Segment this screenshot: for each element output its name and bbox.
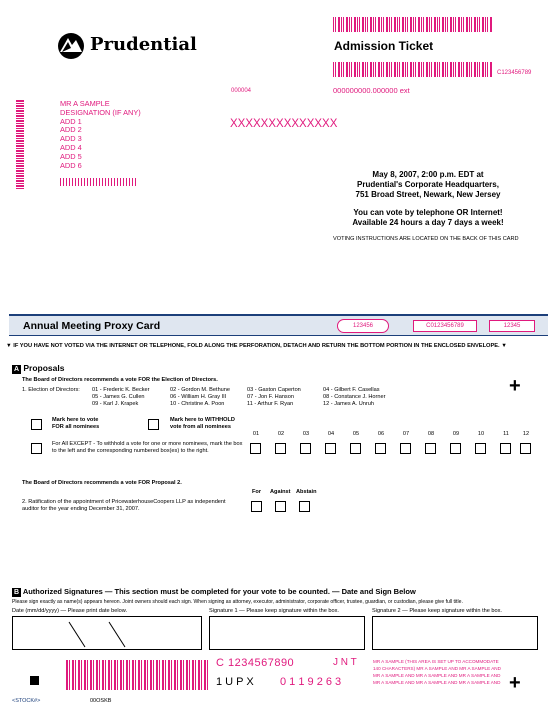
nominee-number: 11 bbox=[503, 431, 509, 437]
recommendation-1: The Board of Directors recommends a vote FOR the Election of Directors. bbox=[22, 377, 218, 383]
director-name: 03 - Gaston Caperton bbox=[247, 387, 301, 393]
voting-instructions: VOTING INSTRUCTIONS ARE LOCATED ON THE BACK OF THIS CARD bbox=[333, 236, 519, 242]
nominee-checkbox[interactable] bbox=[500, 443, 511, 454]
nominee-col-07 bbox=[399, 431, 413, 437]
nominee-number: 09 bbox=[452, 431, 460, 437]
nominee-col-11 bbox=[499, 431, 513, 437]
col-for: For bbox=[252, 489, 262, 495]
proposals-heading bbox=[12, 363, 64, 374]
nominee-checkbox[interactable] bbox=[475, 443, 486, 454]
director-name: 08 - Constance J. Horner bbox=[323, 394, 386, 400]
vote-for-all-line1: Mark here to vote bbox=[52, 417, 99, 423]
address-line: ADD 1 bbox=[60, 116, 82, 126]
detach-notice bbox=[6, 343, 546, 349]
director-column bbox=[170, 387, 230, 408]
proposal-2-text: 2. Ratification of the appointment of PricewaterhouseCoopers LLP as independent auditor for the year ending December 31, 2007. bbox=[22, 499, 226, 512]
proxy-code: C0123456789 bbox=[413, 320, 477, 332]
nominee-col-05 bbox=[349, 431, 363, 437]
date-slash-separators bbox=[13, 617, 203, 651]
plus-mark-icon: + bbox=[509, 375, 521, 397]
director-name: 06 - William H. Gray III bbox=[170, 394, 227, 400]
meeting-line-1: May 8, 2007, 2:00 p.m. EDT at bbox=[372, 170, 484, 179]
vote-for-all-label bbox=[52, 417, 99, 431]
brand-name: Prudential bbox=[90, 34, 197, 55]
director-name: 01 - Frederic K. Becker bbox=[92, 387, 150, 393]
for-all-except-checkbox[interactable] bbox=[31, 443, 42, 454]
director-column bbox=[323, 387, 386, 408]
stock-code: 00OSKB bbox=[90, 698, 112, 704]
nominee-checkbox[interactable] bbox=[325, 443, 336, 454]
admission-ticket-title: Admission Ticket bbox=[334, 39, 434, 53]
proxy-box: 12345 bbox=[489, 320, 535, 332]
address-line: ADD 4 bbox=[60, 142, 82, 152]
nominee-col-10 bbox=[474, 431, 488, 437]
meeting-info bbox=[318, 170, 538, 228]
director-name: 04 - Gilbert F. Casellas bbox=[323, 387, 380, 393]
ticket-code: C123456789 bbox=[497, 70, 532, 76]
withhold-all-label bbox=[170, 417, 235, 431]
address-line: ADD 5 bbox=[60, 151, 82, 161]
director-name: 12 - James A. Unruh bbox=[323, 401, 374, 407]
footer-upx: 1 U P X bbox=[216, 676, 254, 688]
address-line: MR A SAMPLE bbox=[60, 99, 110, 108]
nominee-checkbox[interactable] bbox=[300, 443, 311, 454]
director-column bbox=[247, 387, 301, 408]
director-name: 10 - Christine A. Poon bbox=[170, 401, 225, 407]
proxy-title: Annual Meeting Proxy Card bbox=[23, 320, 161, 332]
meeting-line-2: Prudential's Corporate Headquarters, bbox=[357, 180, 499, 189]
rock-logo-icon bbox=[56, 32, 86, 60]
nominee-col-04 bbox=[324, 431, 338, 437]
proposals-title: Proposals bbox=[23, 363, 65, 373]
date-label: Date (mm/dd/yyyy) — Please print date below. bbox=[12, 608, 128, 614]
director-name: 09 - Karl J. Krapek bbox=[92, 401, 139, 407]
withhold-all-checkbox[interactable] bbox=[148, 419, 159, 430]
signature-1-box[interactable] bbox=[209, 616, 365, 650]
vote-line-1: You can vote by telephone OR Internet! bbox=[353, 208, 503, 217]
address-block bbox=[60, 100, 141, 170]
address-line: DESIGNATION (IF ANY) bbox=[60, 107, 141, 117]
proxy-oval: 123456 bbox=[337, 319, 389, 333]
section-a-badge: A bbox=[13, 366, 20, 373]
director-name: 07 - Jon F. Hanson bbox=[247, 394, 294, 400]
election-label: 1. Election of Directors: bbox=[22, 387, 80, 393]
footer-number: 0 1 1 9 2 6 3 bbox=[280, 676, 342, 688]
footer-barcode bbox=[66, 660, 208, 690]
recommendation-2: The Board of Directors recommends a vote FOR Proposal 2. bbox=[22, 480, 182, 486]
footer-jnt: J N T bbox=[333, 657, 357, 668]
nominee-number: 04 bbox=[327, 431, 335, 437]
nominee-checkbox[interactable] bbox=[425, 443, 436, 454]
signatures-heading bbox=[12, 587, 416, 597]
small-code: 000004 bbox=[231, 88, 252, 94]
signature-instructions: Please sign exactly as name(s) appears hereon. Joint owners should each sign. When signing as attorney, executor, administrator, corporate officer, trustee, guardian, or custodian, please give full title. bbox=[12, 599, 463, 605]
prudential-logo bbox=[56, 30, 206, 64]
signature-2-box[interactable] bbox=[372, 616, 538, 650]
nominee-col-09 bbox=[449, 431, 463, 437]
ticket-barcode-bottom bbox=[333, 62, 493, 77]
postal-barcode bbox=[60, 178, 136, 186]
nominee-checkbox[interactable] bbox=[275, 443, 286, 454]
nominee-number: 12 bbox=[522, 431, 530, 437]
proxy-header-bar bbox=[9, 314, 548, 336]
nominee-col-03 bbox=[299, 431, 313, 437]
vote-line-2: Available 24 hours a day 7 days a week! bbox=[352, 218, 504, 227]
col-abstain: Abstain bbox=[296, 489, 317, 495]
side-barcode bbox=[16, 99, 24, 189]
nominee-checkbox[interactable] bbox=[520, 443, 531, 454]
nominee-number: 01 bbox=[252, 431, 260, 437]
withhold-line2: vote from all nominees bbox=[170, 424, 231, 430]
nominee-col-12 bbox=[519, 431, 533, 437]
nominee-number: 08 bbox=[427, 431, 435, 437]
nominee-checkbox[interactable] bbox=[250, 443, 261, 454]
section-b-badge: B bbox=[13, 589, 20, 596]
placeholder-id: XXXXXXXXXXXXXX bbox=[230, 118, 338, 130]
address-line: ADD 2 bbox=[60, 125, 82, 135]
vote-for-all-checkbox[interactable] bbox=[31, 419, 42, 430]
nominee-checkbox[interactable] bbox=[375, 443, 386, 454]
nominee-number: 07 bbox=[402, 431, 410, 437]
proposal-2-abstain-checkbox[interactable] bbox=[299, 501, 310, 512]
nominee-checkbox[interactable] bbox=[450, 443, 461, 454]
triangle-down-icon: ▼ bbox=[6, 343, 12, 349]
nominee-number: 06 bbox=[377, 431, 385, 437]
registration-square bbox=[30, 676, 39, 685]
nominee-col-06 bbox=[374, 431, 388, 437]
nominee-number: 02 bbox=[277, 431, 285, 437]
stock-label: <STOCK#> bbox=[12, 698, 41, 704]
proposal-2-for-checkbox[interactable] bbox=[251, 501, 262, 512]
col-against: Against bbox=[270, 489, 291, 495]
director-name: 11 - Arthur F. Ryan bbox=[247, 401, 294, 407]
vote-for-all-line2: FOR all nominees bbox=[52, 424, 100, 430]
ticket-barcode-top bbox=[333, 17, 493, 32]
nominee-number-row bbox=[249, 431, 533, 461]
footer-sample-text: MR A SAMPLE (THIS AREA IS SET UP TO ACCOMMODATE 140 CHARACTERS) MR A SAMPLE AND MR A SAMPLE AND MR A SAMPLE AND MR A SAMPLE AND MR A SAMPLE AND MR A SAMPLE AND MR A SAMPLE AND MR A SAMPLE AND bbox=[373, 659, 501, 685]
signatures-title: Authorized Signatures — This section must be completed for your vote to be counted. — Date and Sign Below bbox=[22, 587, 416, 596]
plus-mark-icon: + bbox=[509, 672, 521, 694]
address-line: ADD 3 bbox=[60, 134, 82, 144]
footer-code: C 1234567890 bbox=[216, 657, 295, 669]
withhold-line1: Mark here to WITHHOLD bbox=[170, 417, 235, 423]
nominee-col-01 bbox=[249, 431, 263, 437]
nominee-col-02 bbox=[274, 431, 288, 437]
director-column bbox=[92, 387, 150, 408]
nominee-number: 05 bbox=[352, 431, 360, 437]
nominee-number: 03 bbox=[302, 431, 310, 437]
meeting-line-3: 751 Broad Street, Newark, New Jersey bbox=[355, 190, 501, 199]
address-line: ADD 6 bbox=[60, 160, 82, 170]
for-all-except-label: For All EXCEPT - To withhold a vote for one or more nominees, mark the box to the left and the corresponding numbered box(es) to the right. bbox=[52, 441, 243, 454]
nominee-col-08 bbox=[424, 431, 438, 437]
date-input-box[interactable] bbox=[12, 616, 202, 650]
nominee-checkbox[interactable] bbox=[350, 443, 361, 454]
nominee-number: 10 bbox=[477, 431, 485, 437]
signature-2-label: Signature 2 — Please keep signature within the box. bbox=[372, 608, 502, 614]
triangle-down-icon: ▼ bbox=[501, 343, 507, 349]
signature-1-label: Signature 1 — Please keep signature within the box. bbox=[209, 608, 339, 614]
detach-notice-text: IF YOU HAVE NOT VOTED VIA THE INTERNET OR TELEPHONE, FOLD ALONG THE PERFORATION, DETACH AND RETURN THE BOTTOM PORTION IN THE ENCLOSED ENVELOPE. bbox=[13, 343, 500, 349]
director-name: 05 - James G. Cullen bbox=[92, 394, 145, 400]
proposal-2-against-checkbox[interactable] bbox=[275, 501, 286, 512]
nominee-checkbox[interactable] bbox=[400, 443, 411, 454]
director-name: 02 - Gordon M. Bethune bbox=[170, 387, 231, 393]
account-number: 000000000.000000 ext bbox=[333, 86, 410, 95]
